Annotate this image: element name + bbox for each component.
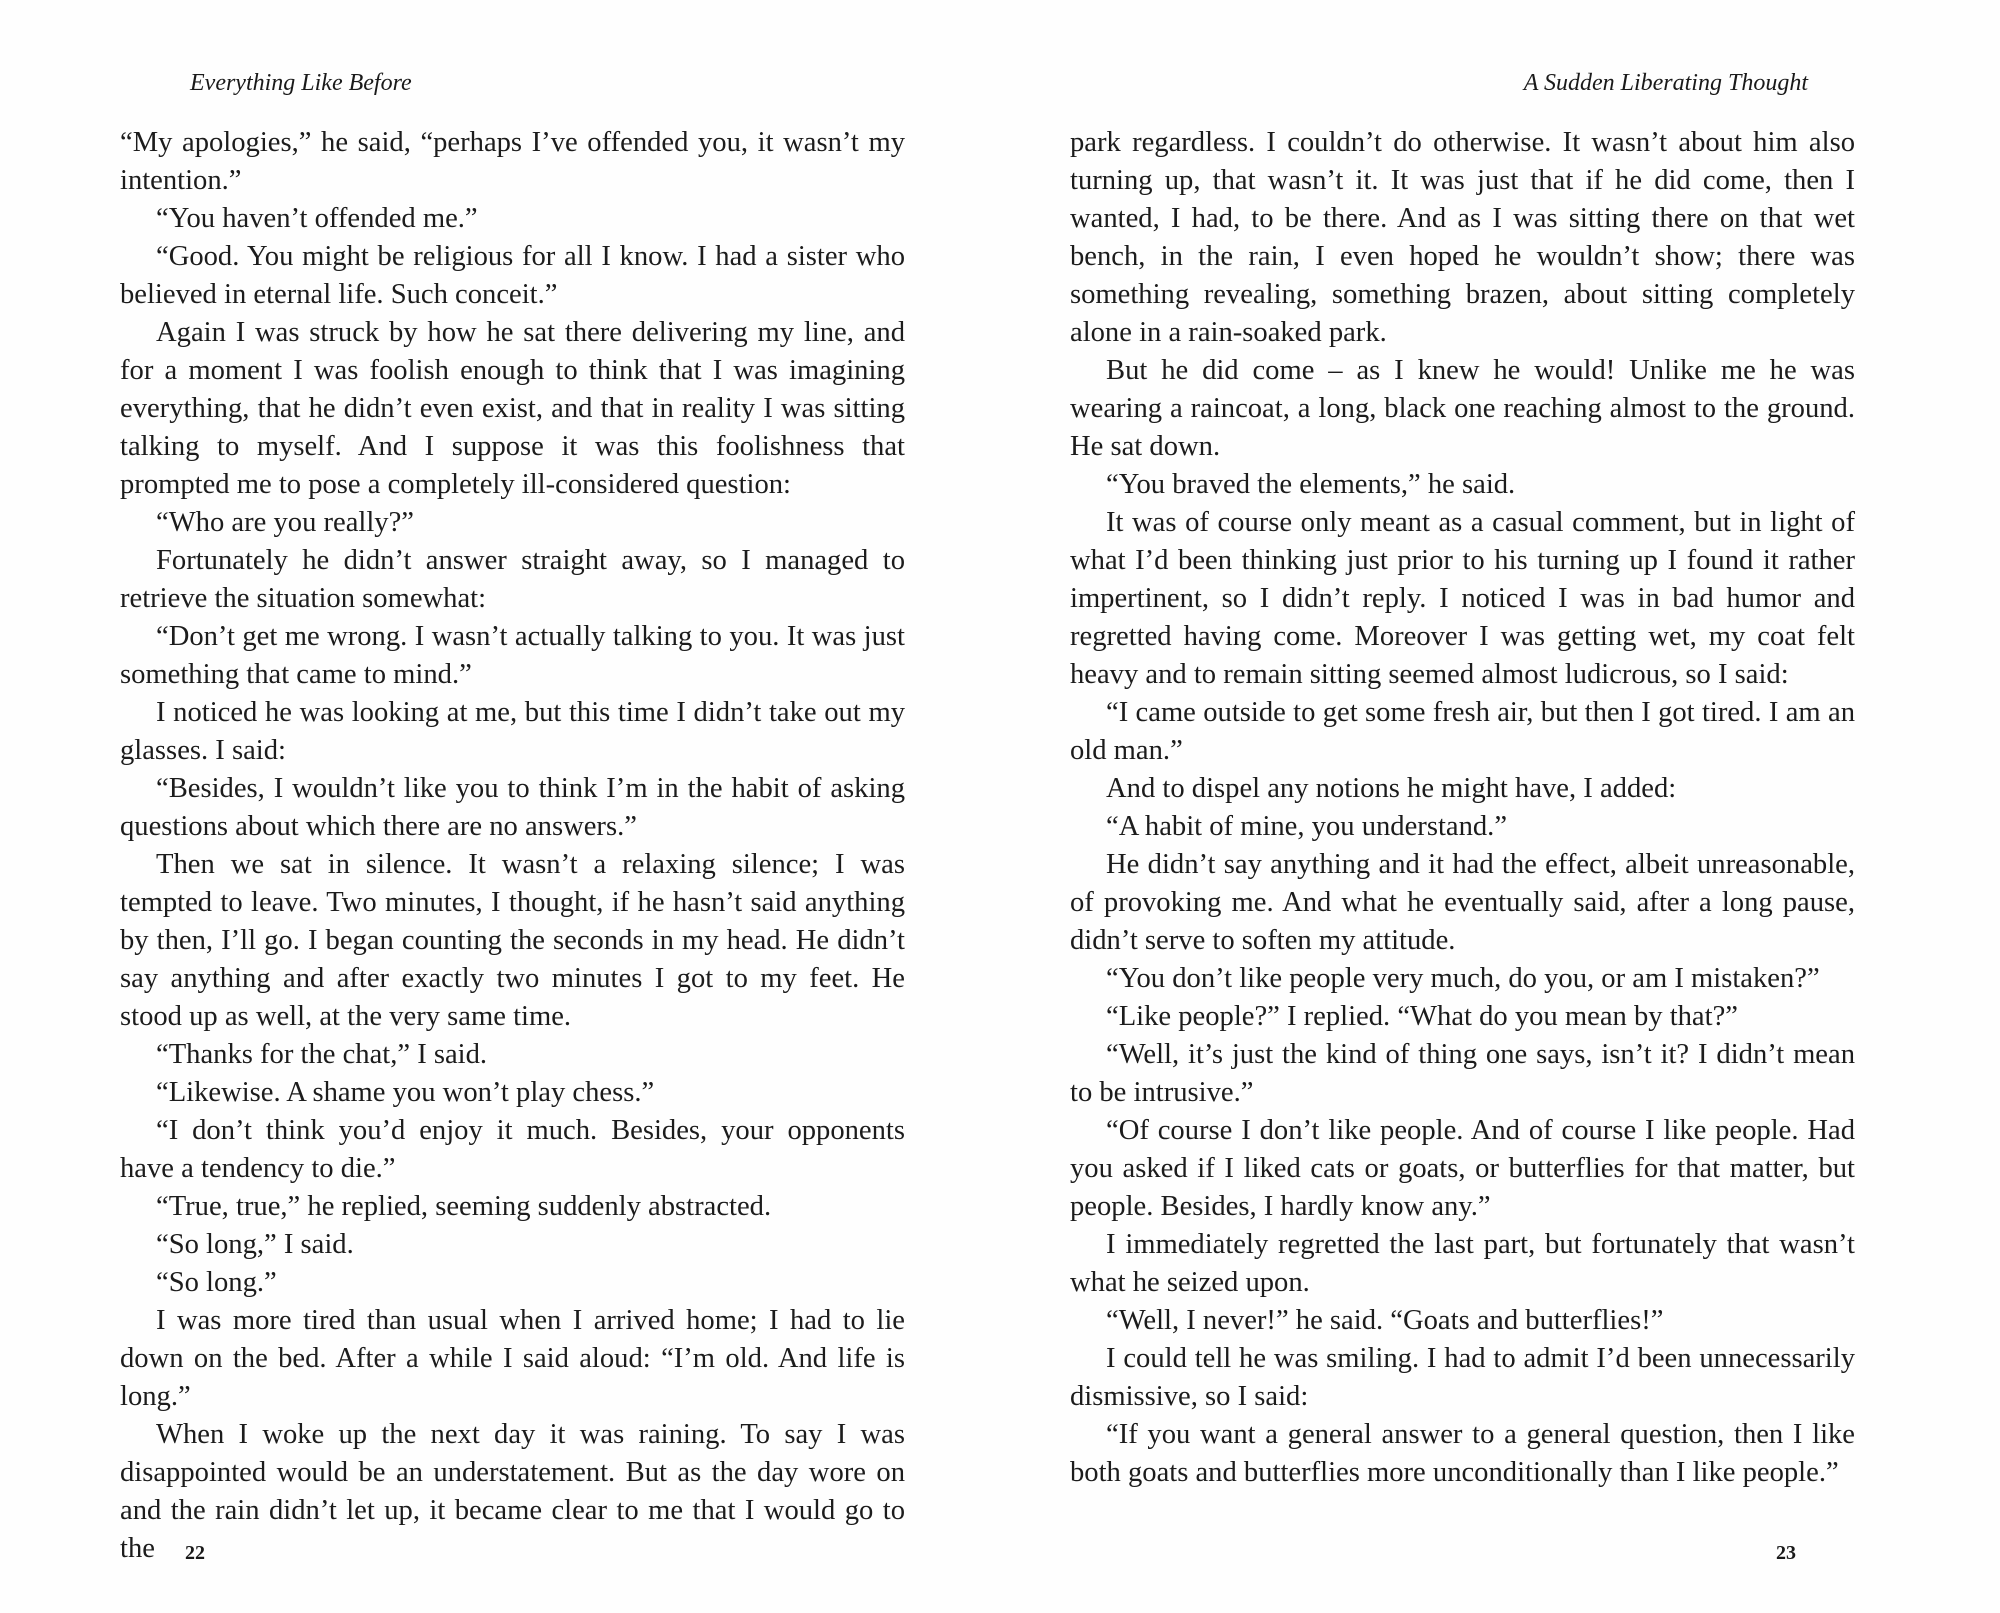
page-number: 23	[1776, 1542, 1796, 1564]
paragraph: When I woke up the next day it was raining. To say I was disappointed would be an understatement. But as the day wore on and the rain didn’t let up, it became clear to me that I would go to the	[120, 1419, 905, 1564]
paragraph: It was of course only meant as a casual comment, but in light of what I’d been thinking just prior to his turning up I found it rather impertinent, so I didn’t reply. I noticed I was in bad humor and regretted having come. Moreover I was getting wet, my coat felt heavy and to remain sitting seemed almost ludicrous, so I said:	[1070, 507, 1855, 690]
running-head: A Sudden Liberating Thought	[1523, 70, 1808, 96]
paragraph: But he did come – as I knew he would! Unlike me he was wearing a raincoat, a long, black one reaching almost to the ground. He sat down.	[1070, 355, 1855, 462]
paragraph: “Well, I never!” he said. “Goats and butterflies!”	[1106, 1305, 1664, 1336]
paragraph: “I don’t think you’d enjoy it much. Besides, your opponents have a tendency to die.”	[120, 1115, 905, 1184]
paragraph: I was more tired than usual when I arrived home; I had to lie down on the bed. After a while I said aloud: “I’m old. And life is long.”	[120, 1305, 905, 1412]
paragraph: “Of course I don’t like people. And of course I like people. Had you asked if I liked cats or goats, or butterflies for that matter, but people. Besides, I hardly know any.”	[1070, 1115, 1855, 1222]
paragraph: “True, true,” he replied, seeming suddenly abstracted.	[156, 1191, 772, 1222]
paragraph: “You don’t like people very much, do you, or am I mistaken?”	[1106, 963, 1820, 994]
page-number: 22	[185, 1542, 205, 1564]
paragraph: “So long,” I said.	[156, 1229, 354, 1260]
paragraph: Again I was struck by how he sat there delivering my line, and for a moment I was foolish enough to think that I was imagining everything, that he didn’t even exist, and that in reality I was sitting talking to myself. And I suppose it was this foolishness that prompted me to pose a completely ill-considered question:	[120, 317, 905, 500]
paragraph: “Besides, I wouldn’t like you to think I’m in the habit of asking questions about which there are no answers.”	[120, 773, 905, 842]
running-head: Everything Like Before	[190, 70, 412, 96]
paragraph: He didn’t say anything and it had the effect, albeit unreasonable, of provoking me. And what he eventually said, after a long pause, didn’t serve to soften my attitude.	[1070, 849, 1855, 956]
page-body	[120, 124, 905, 1568]
paragraph: “A habit of mine, you understand.”	[1106, 811, 1508, 842]
paragraph: “You haven’t offended me.”	[156, 203, 478, 234]
page-body	[1070, 124, 1855, 1492]
paragraph: I could tell he was smiling. I had to admit I’d been unnecessarily dismissive, so I said:	[1070, 1343, 1855, 1412]
paragraph: “Don’t get me wrong. I wasn’t actually talking to you. It was just something that came to mind.”	[120, 621, 905, 690]
paragraph: “Likewise. A shame you won’t play chess.”	[156, 1077, 655, 1108]
paragraph: Then we sat in silence. It wasn’t a relaxing silence; I was tempted to leave. Two minutes, I thought, if he hasn’t said anything by then, I’ll go. I began counting the seconds in my head. He didn’t say anything and after exactly two minutes I got to my feet. He stood up as well, at the very same time.	[120, 849, 905, 1032]
paragraph: “Thanks for the chat,” I said.	[156, 1039, 488, 1070]
paragraph: “Like people?” I replied. “What do you mean by that?”	[1106, 1001, 1738, 1032]
paragraph: “So long.”	[156, 1267, 277, 1298]
paragraph: “Good. You might be religious for all I know. I had a sister who believed in eternal life. Such conceit.”	[120, 241, 905, 310]
paragraph: Fortunately he didn’t answer straight away, so I managed to retrieve the situation somewhat:	[120, 545, 905, 614]
paragraph: “I came outside to get some fresh air, but then I got tired. I am an old man.”	[1070, 697, 1855, 766]
paragraph: “Well, it’s just the kind of thing one says, isn’t it? I didn’t mean to be intrusive.”	[1070, 1039, 1855, 1108]
paragraph: I immediately regretted the last part, but fortunately that wasn’t what he seized upon.	[1070, 1229, 1855, 1298]
right-page	[1000, 0, 2000, 1613]
paragraph: “If you want a general answer to a general question, then I like both goats and butterflies more unconditionally than I like people.”	[1070, 1419, 1855, 1488]
paragraph: “You braved the elements,” he said.	[1106, 469, 1516, 500]
paragraph: I noticed he was looking at me, but this time I didn’t take out my glasses. I said:	[120, 697, 905, 766]
paragraph: “Who are you really?”	[156, 507, 414, 538]
paragraph: And to dispel any notions he might have, I added:	[1106, 773, 1677, 804]
paragraph: “My apologies,” he said, “perhaps I’ve offended you, it wasn’t my intention.”	[120, 127, 905, 196]
paragraph: park regardless. I couldn’t do otherwise. It wasn’t about him also turning up, that wasn’t it. It was just that if he did come, then I wanted, I had, to be there. And as I was sitting there on that wet bench, in the rain, I even hoped he wouldn’t show; there was something revealing, something brazen, about sitting completely alone in a rain-soaked park.	[1070, 127, 1855, 348]
